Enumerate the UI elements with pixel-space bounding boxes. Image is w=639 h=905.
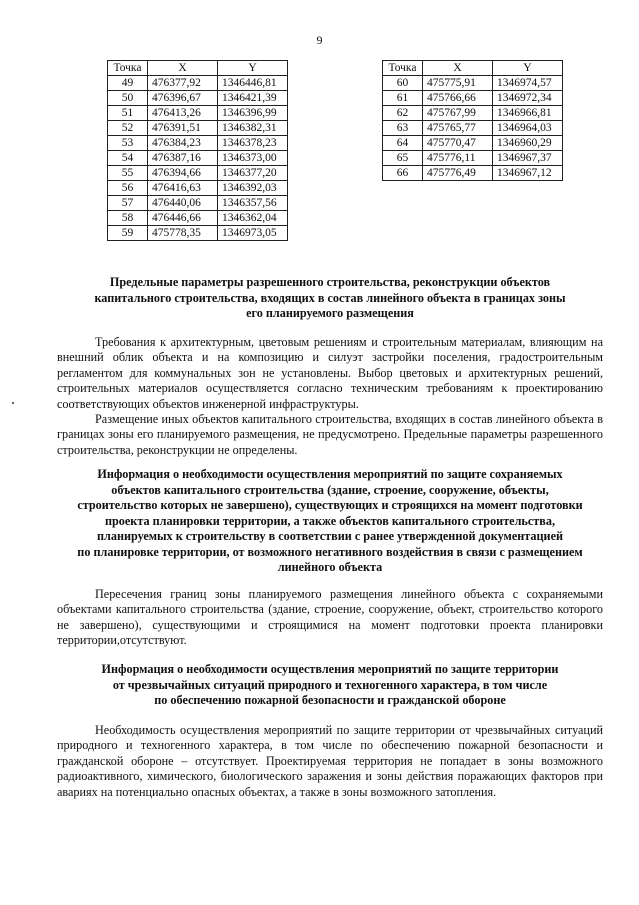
point-cell: 49 [108,76,148,91]
section1-body [57,335,603,458]
table-row [108,196,288,211]
y-cell: 1346382,31 [218,121,288,136]
x-cell: 475770,47 [423,136,493,151]
section2-body [57,587,603,649]
column-header: X [423,61,493,76]
x-cell: 476413,26 [148,106,218,121]
table-row [383,106,563,121]
y-cell: 1346974,57 [493,76,563,91]
table-row [383,166,563,181]
heading-line: проекта планировки территории, а также объектов капитального строительства, [105,513,555,528]
x-cell: 476384,23 [148,136,218,151]
heading-line: его планируемого размещения [246,306,414,320]
point-cell: 63 [383,121,423,136]
section3-body [57,723,603,800]
y-cell: 1346973,05 [218,226,288,241]
point-cell: 55 [108,166,148,181]
section2-heading [57,467,603,576]
paragraph: Пересечения границ зоны планируемого размещения линейного объекта с сохраняемыми объектами капитального строительства (здание, строение, сооружение, объект, строительство которого не завершено), существующими и строящимися на момент подготовки проекта планировки территории,отсутствуют. [57,587,603,648]
paragraph: Требования к архитектурным, цветовым решениям и строительным материалам, влияющим на внешний облик объекта и на композицию и силуэт застройки поселения, градостроительным регламентом для коммунальных зон не установлены. Выбор цветовых и архитектурных решений, строительных материалов осуществляется согласно техническим требованиям к проектированию соответствующих объектов инженерной инфраструктуры. [57,335,603,411]
x-cell: 476446,66 [148,211,218,226]
point-cell: 54 [108,151,148,166]
heading-line: капитального строительства, входящих в состав линейного объекта в границах зоны [94,290,566,305]
heading-line: объектов капитального строительства (здание, строение, сооружение, объекты, [111,482,549,497]
x-cell: 475776,11 [423,151,493,166]
x-cell: 476416,63 [148,181,218,196]
y-cell: 1346960,29 [493,136,563,151]
table-header-row [383,61,563,76]
heading-line: Предельные параметры разрешенного строительства, реконструкции объектов [109,275,551,289]
point-cell: 58 [108,211,148,226]
point-cell: 59 [108,226,148,241]
column-header: X [148,61,218,76]
point-cell: 50 [108,91,148,106]
coordinates-table-right [382,60,563,181]
table-row [108,166,288,181]
table-row [383,76,563,91]
y-cell: 1346378,23 [218,136,288,151]
x-cell: 476394,66 [148,166,218,181]
x-cell: 476440,06 [148,196,218,211]
table-row [383,121,563,136]
point-cell: 65 [383,151,423,166]
y-cell: 1346357,56 [218,196,288,211]
table-row [108,136,288,151]
column-header: Точка [383,61,423,76]
heading-line: по планировке территории, от возможного негативного воздействия в связи с размещением [77,544,583,559]
column-header: Y [218,61,288,76]
y-cell: 1346373,00 [218,151,288,166]
x-cell: 476387,16 [148,151,218,166]
point-cell: 51 [108,106,148,121]
table-row [108,121,288,136]
y-cell: 1346421,39 [218,91,288,106]
scan-speck [12,402,14,404]
section1-heading [57,275,603,322]
table-row [108,211,288,226]
column-header: Y [493,61,563,76]
heading-line: линейного объекта [277,560,383,574]
point-cell: 61 [383,91,423,106]
y-cell: 1346377,20 [218,166,288,181]
y-cell: 1346967,37 [493,151,563,166]
table-row [108,181,288,196]
table-row [108,106,288,121]
heading-line: планируемых к строительству в соответствии с ранее утвержденной документацией [97,529,563,543]
paragraph: Размещение иных объектов капитального строительства, входящих в состав линейного объекта в границах зоны его планируемого размещения, не предусмотрено. Предельные параметры разрешенного строительства, реконструкции не определены. [57,412,603,457]
table-row [383,91,563,106]
point-cell: 62 [383,106,423,121]
heading-line: от чрезвычайных ситуаций природного и техногенного характера, в том числе [112,677,548,692]
point-cell: 56 [108,181,148,196]
heading-line: Информация о необходимости осуществления мероприятий по защите территории [101,662,559,676]
table-row [108,151,288,166]
x-cell: 475765,77 [423,121,493,136]
x-cell: 476377,92 [148,76,218,91]
page-number: 9 [316,33,323,47]
point-cell: 57 [108,196,148,211]
y-cell: 1346446,81 [218,76,288,91]
point-cell: 52 [108,121,148,136]
paragraph: Необходимость осуществления мероприятий по защите территории от чрезвычайных ситуаций природного и техногенного характера, в том числе по обеспечению пожарной безопасности и гражданской обороне – отсутствует. Проектируемая территория не попадает в зоны возможного радиоактивного, химического, биологического заражения и зоны действия поражающих факторов при авариях на потенциально опасных объектах, а также в зоны возможного затопления. [57,723,603,799]
y-cell: 1346966,81 [493,106,563,121]
x-cell: 475766,66 [423,91,493,106]
heading-line: Информация о необходимости осуществления мероприятий по защите сохраняемых [97,467,563,481]
y-cell: 1346967,12 [493,166,563,181]
point-cell: 53 [108,136,148,151]
table-row [383,151,563,166]
heading-line: по обеспечению пожарной безопасности и гражданской обороне [154,693,506,707]
x-cell: 475778,35 [148,226,218,241]
table-row [383,136,563,151]
x-cell: 476391,51 [148,121,218,136]
heading-line: строительство которых не завершено), существующих и строящихся на момент подготовки [77,498,583,512]
x-cell: 475767,99 [423,106,493,121]
table-row [108,91,288,106]
point-cell: 64 [383,136,423,151]
y-cell: 1346964,03 [493,121,563,136]
x-cell: 475776,49 [423,166,493,181]
x-cell: 476396,67 [148,91,218,106]
table-header-row [108,61,288,76]
y-cell: 1346392,03 [218,181,288,196]
section3-heading [57,662,603,709]
y-cell: 1346396,99 [218,106,288,121]
table-row [108,76,288,91]
table-row [108,226,288,241]
y-cell: 1346362,04 [218,211,288,226]
column-header: Точка [108,61,148,76]
coordinates-table-left [107,60,288,241]
x-cell: 475775,91 [423,76,493,91]
point-cell: 60 [383,76,423,91]
y-cell: 1346972,34 [493,91,563,106]
point-cell: 66 [383,166,423,181]
